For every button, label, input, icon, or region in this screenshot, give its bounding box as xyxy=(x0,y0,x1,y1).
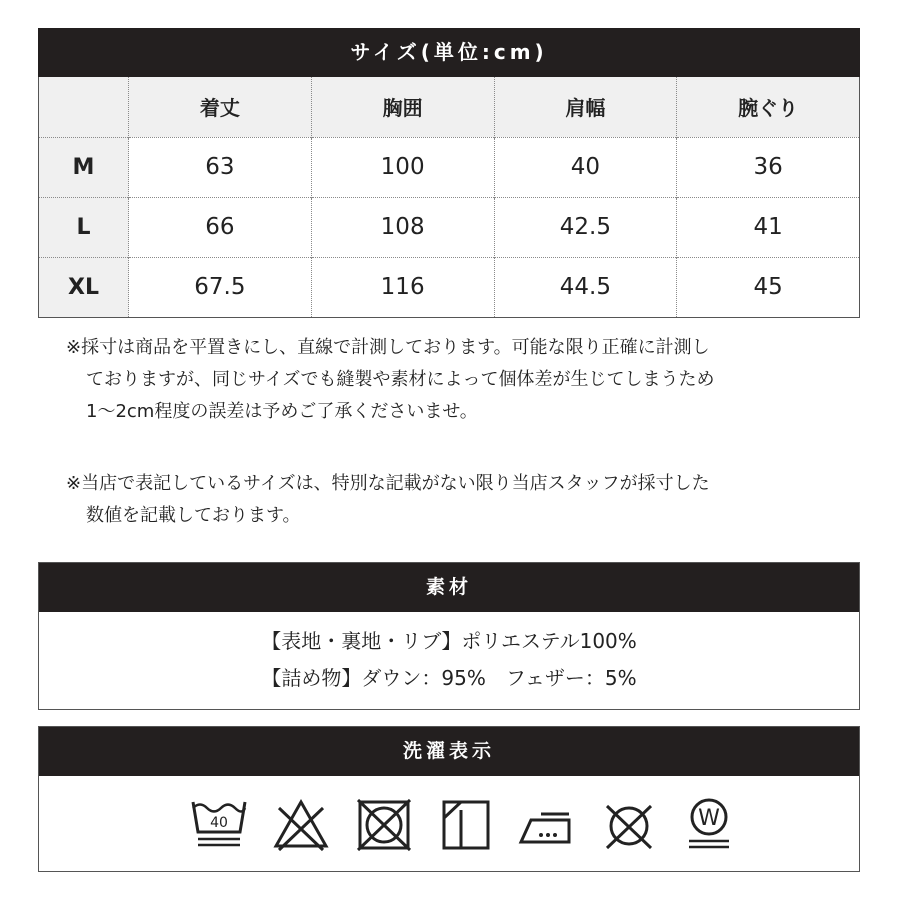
table-header-row xyxy=(39,77,860,137)
table-cell: 42.5 xyxy=(494,197,677,257)
wet-clean-gentle-icon xyxy=(679,794,739,854)
size-notation-note xyxy=(66,468,846,532)
column-header-blank xyxy=(39,77,129,137)
iron-low-icon xyxy=(517,794,577,854)
no-tumble-dry-icon xyxy=(354,794,414,854)
note-line: ※採寸は商品を平置きにし、直線で計測しております。可能な限り正確に計測し xyxy=(66,337,710,358)
table-cell: 108 xyxy=(311,197,494,257)
care-icons xyxy=(39,776,859,872)
wash-temperature: 40 xyxy=(210,815,228,831)
note-line: ておりますが、同じサイズでも縫製や素材によって個体差が生じてしまうため xyxy=(86,369,715,390)
wash-40-gentle-icon xyxy=(189,794,249,854)
material-title: 素材 xyxy=(39,563,859,612)
table-cell: 44.5 xyxy=(494,257,677,317)
size-table xyxy=(38,77,860,318)
table-cell: 100 xyxy=(311,137,494,197)
table-cell: 45 xyxy=(677,257,860,317)
line-dry-shade-icon xyxy=(436,794,496,854)
column-header-chest: 胸囲 xyxy=(311,77,494,137)
size-label: XL xyxy=(39,257,129,317)
measurement-note xyxy=(66,332,846,428)
table-row xyxy=(39,197,860,257)
table-cell: 36 xyxy=(677,137,860,197)
care-label-section xyxy=(38,726,860,872)
table-row xyxy=(39,257,860,317)
size-label: M xyxy=(39,137,129,197)
size-chart xyxy=(38,28,860,318)
table-cell: 67.5 xyxy=(129,257,312,317)
material-section xyxy=(38,562,860,710)
wet-clean-letter: W xyxy=(698,806,720,831)
table-cell: 40 xyxy=(494,137,677,197)
column-header-armhole: 腕ぐり xyxy=(677,77,860,137)
material-line: 【表地・裏地・リブ】ポリエステル100% xyxy=(261,629,637,653)
size-label: L xyxy=(39,197,129,257)
no-bleach-icon xyxy=(271,794,331,854)
note-line: ※当店で表記しているサイズは、特別な記載がない限り当店スタッフが採寸した xyxy=(66,473,710,494)
note-line: 数値を記載しております。 xyxy=(86,505,301,526)
column-header-length: 着丈 xyxy=(129,77,312,137)
table-cell: 41 xyxy=(677,197,860,257)
table-row xyxy=(39,137,860,197)
size-chart-title: サイズ(単位:cm) xyxy=(38,28,860,77)
care-title: 洗濯表示 xyxy=(39,727,859,776)
table-cell: 63 xyxy=(129,137,312,197)
no-dry-clean-icon xyxy=(599,794,659,854)
material-line: 【詰め物】ダウン：95% フェザー：5% xyxy=(261,666,637,690)
table-cell: 66 xyxy=(129,197,312,257)
table-cell: 116 xyxy=(311,257,494,317)
note-line: 1～2cm程度の誤差は予めご了承くださいませ。 xyxy=(86,401,478,422)
column-header-shoulder: 肩幅 xyxy=(494,77,677,137)
